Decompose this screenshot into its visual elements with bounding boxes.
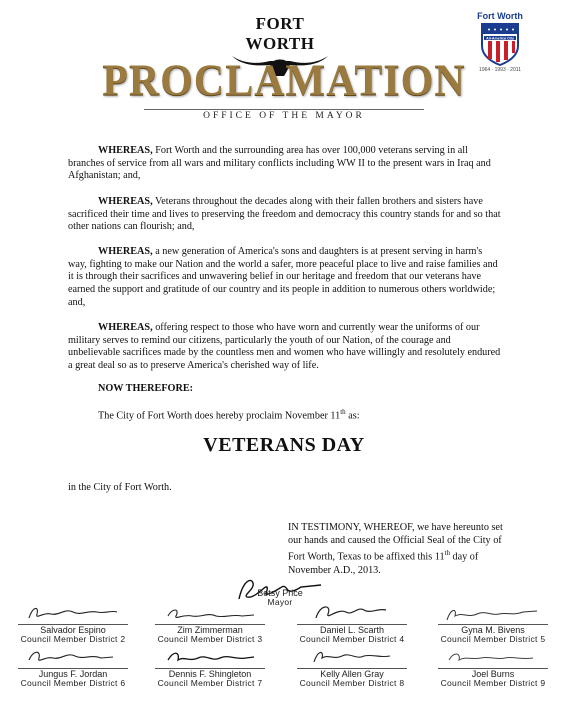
council-title: Council Member District 9 — [440, 678, 546, 688]
council-name: Salvador Espino — [40, 625, 106, 635]
city-logo-text: FORT WORTH — [245, 14, 315, 53]
badge-city-name: Fort Worth — [477, 11, 523, 21]
council-signature — [150, 602, 270, 624]
council-signature — [292, 646, 412, 668]
whereas-paragraph — [68, 145, 502, 183]
council-name: Gyna M. Bivens — [461, 625, 525, 635]
now-therefore-heading: NOW THEREFORE: — [98, 383, 194, 394]
council-signature-block — [287, 646, 417, 688]
whereas-text: offering respect to those who have worn and currently wear the uniforms of our military serves to remind our citizens, particularly the youth of our Nation, of the courage and unbelievable sacrifices made by the countless men and women who have willingly and resolutely endured a great deal so as to preserve America's cherished way of life. — [68, 322, 501, 372]
proclaim-text-end: as: — [345, 410, 360, 422]
mayor-name: Betsy Price — [257, 588, 303, 598]
whereas-lead: WHEREAS, — [98, 246, 153, 257]
council-name: Dennis F. Shingleton — [168, 669, 252, 679]
page-subtitle: OFFICE OF THE MAYOR — [203, 111, 365, 121]
council-signature-block — [287, 602, 417, 644]
whereas-text: Veterans throughout the decades along with their fallen brothers and sisters have sacrificed their time and lives to preserving the freedom and democracy this country stands for and so that other nations can flourish; and, — [68, 196, 501, 233]
whereas-paragraph — [68, 246, 502, 310]
proclaim-sup: th — [340, 408, 346, 416]
title-divider — [144, 109, 424, 110]
council-name: Daniel L. Scarth — [319, 625, 385, 635]
council-signature-block — [428, 646, 558, 688]
council-title: Council Member District 5 — [440, 634, 546, 644]
testimony-statement — [288, 522, 508, 577]
whereas-lead: WHEREAS, — [98, 145, 153, 156]
whereas-paragraph — [68, 196, 502, 234]
badge-tagline: All-America City — [486, 36, 514, 41]
whereas-lead: WHEREAS, — [98, 322, 153, 333]
testimony-text-end: day of November A.D., 2013. — [288, 551, 479, 576]
page-title: PROCLAMATION — [102, 56, 466, 106]
council-signature-block — [145, 602, 275, 644]
mayor-title: Mayor — [267, 597, 293, 607]
whereas-text: Fort Worth and the surrounding area has over 100,000 veterans serving in all branches of service from all wars and military conflicts including WW II to the present wars in Iraq and Afghanistan; and, — [68, 145, 491, 182]
council-name: Zim Zimmerman — [177, 625, 243, 635]
whereas-paragraph — [68, 322, 502, 373]
whereas-lead: WHEREAS, — [98, 196, 153, 207]
council-title: Council Member District 8 — [299, 678, 405, 688]
council-signature-block — [428, 602, 558, 644]
council-signature — [433, 602, 553, 624]
council-title: Council Member District 2 — [20, 634, 126, 644]
proclaimed-day-title: VETERANS DAY — [203, 434, 365, 456]
badge-years: 1964 · 1993 · 2011 — [479, 67, 521, 73]
testimony-text: IN TESTIMONY, WHEREOF, we have hereunto set our hands and caused the Official Seal of the City of Fort Worth, Texas to be affixed this 11 — [288, 522, 503, 563]
council-title: Council Member District 3 — [157, 634, 263, 644]
council-name: Kelly Allen Gray — [320, 669, 384, 679]
council-signature-block — [145, 646, 275, 688]
council-signature — [13, 646, 133, 668]
in-city-text: in the City of Fort Worth. — [68, 482, 172, 493]
council-name: Jungus F. Jordan — [38, 669, 108, 679]
council-signature-block — [8, 646, 138, 688]
council-name: Joel Burns — [471, 669, 515, 679]
council-signature — [150, 646, 270, 668]
all-america-city-badge — [470, 12, 530, 73]
council-signature — [292, 602, 412, 624]
testimony-sup: th — [444, 549, 450, 558]
council-signature — [13, 602, 133, 624]
council-signature-block — [8, 602, 138, 644]
council-title: Council Member District 7 — [157, 678, 263, 688]
shield-icon — [480, 22, 520, 66]
council-signature — [433, 646, 553, 668]
whereas-text: a new generation of America's sons and daughters is at present serving in harm's way, fighting to make our Nation and the world a safer, more peaceful place to live and raise families and it is through their sacrifices and unwavering belief in our heritage and freedom that our veterans have earned the support and gratitude of our country and its people in addition to numerous others worldwide; and, — [68, 246, 498, 308]
council-title: Council Member District 6 — [20, 678, 126, 688]
council-title: Council Member District 4 — [299, 634, 405, 644]
proclaim-text: The City of Fort Worth does hereby proclaim November 11 — [98, 410, 341, 422]
proclaim-statement — [98, 408, 360, 421]
